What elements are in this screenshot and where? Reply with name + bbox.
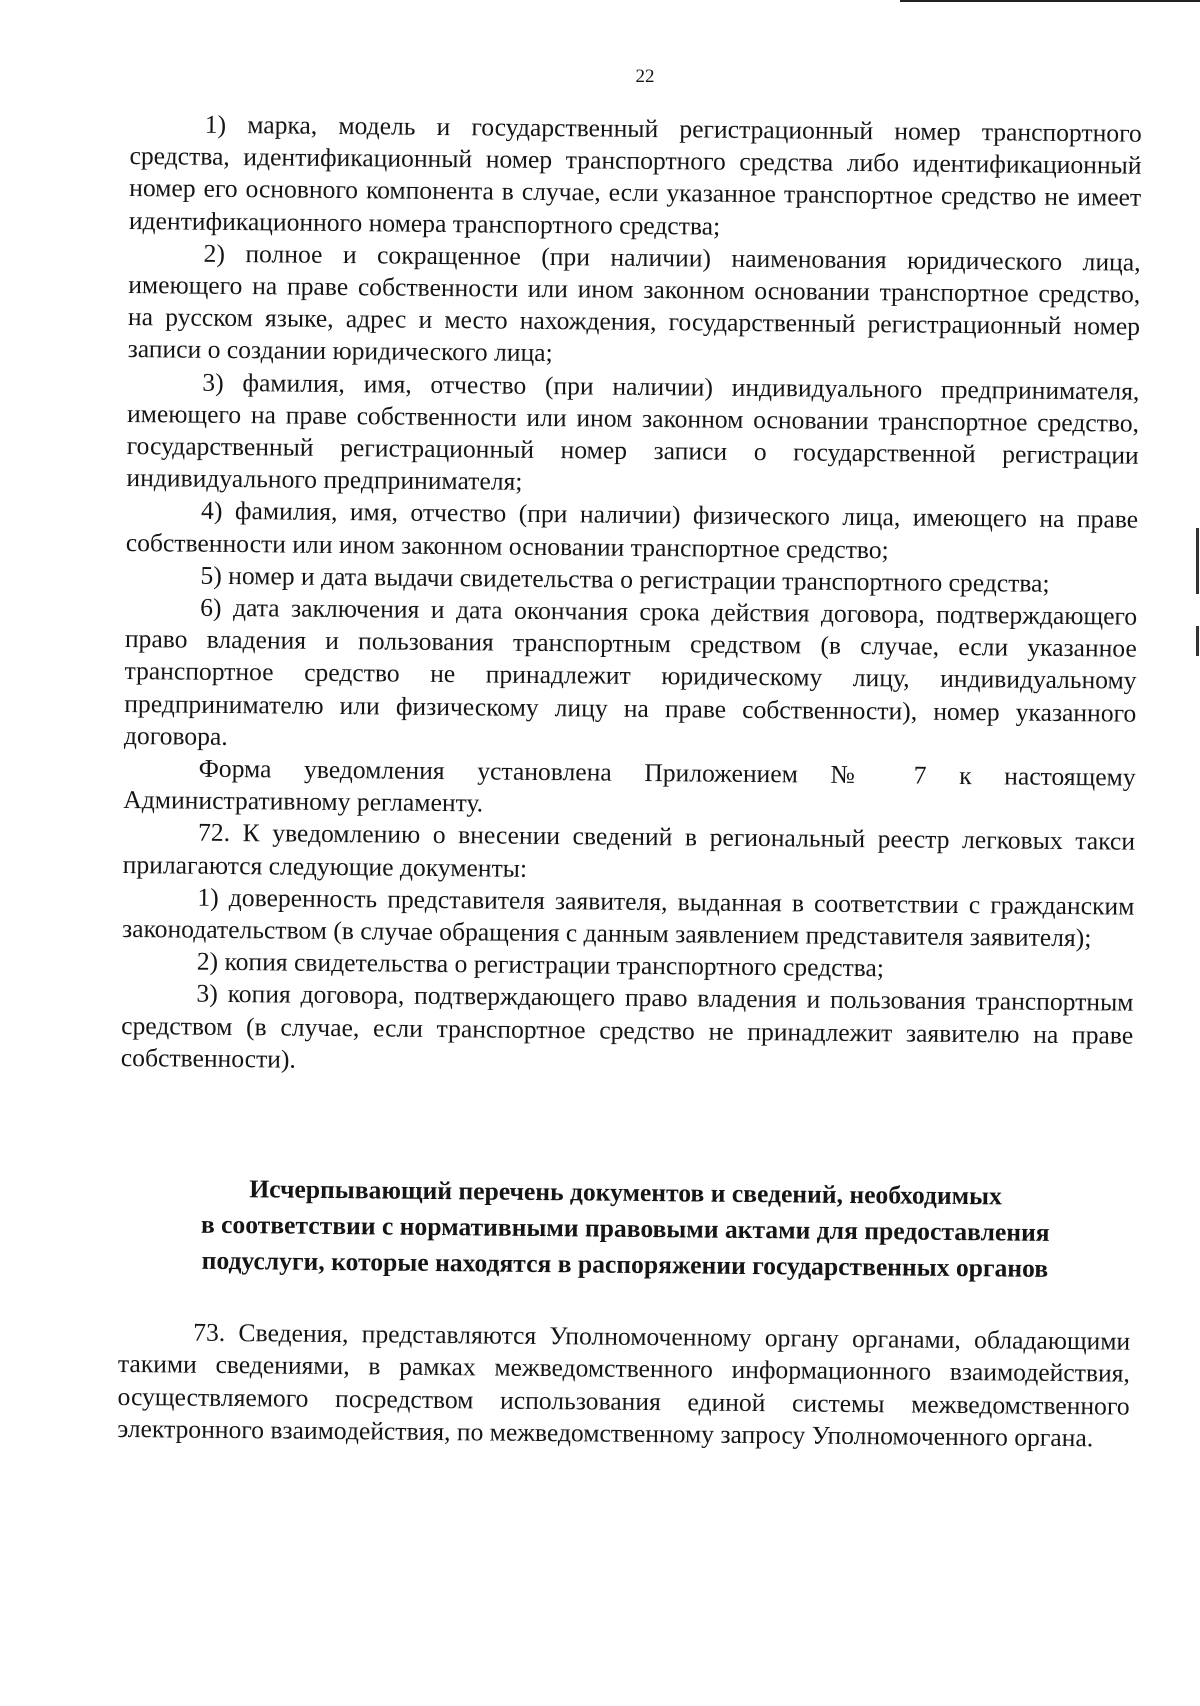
body-paragraph: 1) доверенность представителя заявителя, выданная в соответствии с гражданским законодательством (в случае обращения с данным заявлением представителя заявителя); [121,882,1135,953]
section-heading-line: подуслуги, которые находятся в распоряжении государственных органов [201,1245,1049,1283]
body-paragraph: 6) дата заключения и дата окончания срока действия договора, подтверждающего право владения и пользования транспортным средством (в случае, если указанное транспортное средство не принадлежит юридическому лицу, индивидуальному предпринимателю или физическому лицу на праве собственности), номер указанного договора. [123,592,1138,751]
page-number: 22 [635,66,655,87]
section-heading [119,1170,1132,1288]
body-paragraph: Форма уведомления установлена Приложением № 7 к настоящему Административному регламенту. [123,753,1136,818]
body-paragraph: 72. К уведомлению о внесении сведений в региональный реестр легковых такси прилагаются следующие документы: [122,818,1136,883]
section-heading-line: в соответствии с нормативными правовыми актами для предоставления [200,1209,1050,1247]
body-paragraph: 1) марка, модель и государственный регистрационный номер транспортного средства, идентификационный номер транспортного средства либо идентификационный номер его основного компонента в случае, если указанное транспортное средство не имеет идентификационного номера транспортного средства; [128,109,1142,241]
body-paragraph: 3) фамилия, имя, отчество (при наличии) индивидуального предпринимателя, имеющего на праве собственности или ином законном основании транспортное средство, государственный регистрационный номер записи о государственной регистрации индивидуального предпринимателя; [126,367,1140,497]
body-paragraph: 5) номер и дата выдачи свидетельства о регистрации транспортного средства; [200,560,1050,598]
body-paragraph: 4) фамилия, имя, отчество (при наличии) физического лица, имеющего на праве собственности или ином законном основании транспортное средство; [125,496,1139,564]
body-paragraph: 2) полное и сокращенное (при наличии) наименования юридического лица, имеющего на праве собственности или ином законном основании транспортное средство, на русском языке, адрес и место нахождения, государственный регистрационный номер записи о создании юридического лица; [127,238,1141,368]
body-paragraph: 2) копия свидетельства о регистрации транспортного средства; [196,946,885,983]
body-paragraph: 3) копия договора, подтверждающего право владения и пользования транспортным средством (в случае, если транспортное средство не принадлежит заявителю на праве собственности). [120,979,1134,1074]
scan-margin-mark [1196,626,1199,656]
scan-margin-mark [1196,528,1199,594]
section-heading-line: Исчерпывающий перечень документов и сведений, необходимых [249,1174,1003,1211]
document-body [117,108,1142,1455]
scan-edge-line [900,0,1200,2]
section-paragraph: 73. Сведения, представляются Уполномоченному органу органами, обладающими такими сведениями, в рамках межведомственного информационного взаимодействия, осуществляемого посредством использования единой системы межведомственного электронного взаимодействия, по межведомственному запросу Уполномоченного органа. [117,1317,1131,1453]
